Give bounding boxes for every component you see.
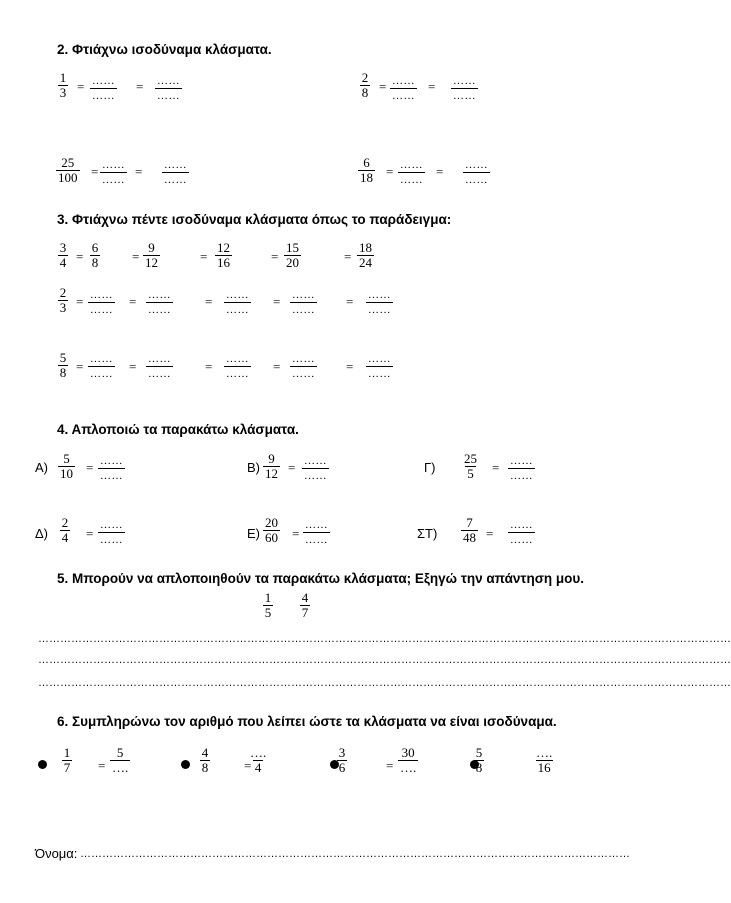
equals: = xyxy=(76,249,84,264)
blank-fraction[interactable]: …… …… xyxy=(292,353,315,380)
section-4-title: 4. Απλοποιώ τα παρακάτω κλάσματα. xyxy=(57,422,299,437)
equals: = xyxy=(436,164,444,179)
equals: = xyxy=(386,164,394,179)
fraction: $\frac{4}{7}$ xyxy=(301,590,309,620)
item-label: Γ) xyxy=(424,460,436,475)
bullet-icon xyxy=(38,760,47,769)
fraction: $\frac{25}{100}$ xyxy=(58,155,78,185)
equals: = xyxy=(273,359,281,374)
blank-fraction[interactable]: …… …… xyxy=(400,159,423,186)
fraction: $\frac{20}{60}$ xyxy=(265,515,278,545)
blank-fraction[interactable]: …… …… xyxy=(392,75,415,102)
blank-fraction[interactable]: 5 …. xyxy=(112,745,129,775)
fraction: $\frac{1}{3}$ xyxy=(59,70,67,100)
blank-fraction[interactable]: …. 4 xyxy=(250,745,267,775)
equals: = xyxy=(486,526,494,541)
equals: = xyxy=(428,79,436,94)
example-fraction: $\frac{12}{16}$ xyxy=(217,240,230,270)
fraction: $\frac{2}{8}$ xyxy=(361,70,369,100)
fraction: $\frac{5}{8}$ xyxy=(59,350,67,380)
equals: = xyxy=(98,758,106,773)
equals: = xyxy=(76,294,84,309)
equals: = xyxy=(136,79,144,94)
blank-fraction[interactable]: …… …… xyxy=(292,289,315,316)
example-fraction: $\frac{15}{20}$ xyxy=(286,240,299,270)
example-fraction: $\frac{6}{8}$ xyxy=(91,240,99,270)
blank-fraction[interactable]: …… …… xyxy=(157,75,180,102)
equals: = xyxy=(386,758,394,773)
equals: = xyxy=(129,359,137,374)
equals: = xyxy=(346,359,354,374)
equals: = xyxy=(344,249,352,264)
item-label: Β) xyxy=(247,460,260,475)
answer-line[interactable]: ……………………………………………………………………………………………………………………………………………………………………… xyxy=(38,654,731,666)
blank-fraction[interactable]: 30 …. xyxy=(400,745,417,775)
section-5-title: 5. Μπορούν να απλοποιηθούν τα παρακάτω κλάσματα; Εξηγώ την απάντηση μου. xyxy=(57,571,585,586)
fraction: $\frac{25}{5}$ xyxy=(464,451,477,481)
blank-fraction[interactable]: …… …… xyxy=(100,455,123,482)
example-fraction: $\frac{9}{12}$ xyxy=(145,240,158,270)
blank-fraction[interactable]: …… …… xyxy=(226,353,249,380)
answer-line[interactable]: ……………………………………………………………………………………………………………………………………………………………………… xyxy=(38,633,731,645)
item-label: Δ) xyxy=(35,526,49,541)
fraction: $\frac{7}{48}$ xyxy=(463,515,476,545)
equals: = xyxy=(346,294,354,309)
equals: = xyxy=(91,164,99,179)
name-label: Όνομα: xyxy=(35,846,78,861)
fraction: $\frac{9}{12}$ xyxy=(265,451,278,481)
fraction: $\frac{1}{5}$ xyxy=(264,590,272,620)
fraction: $\frac{5}{8}$ xyxy=(475,745,483,775)
name-field[interactable]: …………………………………………………………………………………………………………………………………… xyxy=(80,848,630,860)
equals: = xyxy=(205,294,213,309)
fraction: $\frac{6}{18}$ xyxy=(360,155,373,185)
blank-fraction[interactable]: …… …… xyxy=(92,75,115,102)
blank-fraction[interactable]: …… …… xyxy=(510,455,533,482)
equals: = xyxy=(292,526,300,541)
blank-fraction[interactable]: …… …… xyxy=(164,159,187,186)
fraction: $\frac{2}{3}$ xyxy=(59,285,67,315)
example-fraction: $\frac{18}{24}$ xyxy=(359,240,372,270)
blank-fraction[interactable]: …… …… xyxy=(148,353,171,380)
equals: = xyxy=(492,460,500,475)
section-2-title: 2. Φτιάχνω ισοδύναμα κλάσματα. xyxy=(57,42,272,57)
blank-fraction[interactable]: …… …… xyxy=(102,159,125,186)
section-6-title: 6. Συμπληρώνω τον αριθμό που λείπει ώστε τα κλάσματα να είναι ισοδύναμα. xyxy=(57,714,557,729)
equals: = xyxy=(244,758,252,773)
blank-fraction[interactable]: …… …… xyxy=(304,455,327,482)
item-label: Ε) xyxy=(247,526,260,541)
equals: = xyxy=(200,249,208,264)
equals: = xyxy=(273,294,281,309)
fraction: $\frac{1}{7}$ xyxy=(63,745,71,775)
fraction: $\frac{3}{6}$ xyxy=(338,745,346,775)
blank-fraction[interactable]: …… …… xyxy=(305,519,328,546)
equals: = xyxy=(129,294,137,309)
blank-fraction[interactable]: …… …… xyxy=(100,519,123,546)
blank-fraction[interactable]: …… …… xyxy=(368,353,391,380)
equals: = xyxy=(86,526,94,541)
item-label: Α) xyxy=(35,460,48,475)
equals: = xyxy=(379,79,387,94)
equals: = xyxy=(86,460,94,475)
section-3-title: 3. Φτιάχνω πέντε ισοδύναμα κλάσματα όπως το παράδειγμα: xyxy=(57,212,452,227)
fraction: $\frac{4}{8}$ xyxy=(201,745,209,775)
blank-fraction[interactable]: …… …… xyxy=(368,289,391,316)
example-fraction: $\frac{3}{4}$ xyxy=(59,240,67,270)
equals: = xyxy=(271,249,279,264)
equals: = xyxy=(132,249,140,264)
equals: = xyxy=(76,359,84,374)
blank-fraction[interactable]: …… …… xyxy=(90,353,113,380)
fraction: $\frac{5}{10}$ xyxy=(60,451,73,481)
fraction: $\frac{2}{4}$ xyxy=(61,515,69,545)
blank-fraction[interactable]: …… …… xyxy=(226,289,249,316)
equals: = xyxy=(135,164,143,179)
blank-fraction[interactable]: …… …… xyxy=(510,519,533,546)
blank-fraction[interactable]: …… …… xyxy=(465,159,488,186)
equals: = xyxy=(288,460,296,475)
blank-fraction[interactable]: …… …… xyxy=(90,289,113,316)
answer-line[interactable]: ……………………………………………………………………………………………………………………………………………………………………… xyxy=(38,677,731,689)
blank-fraction[interactable]: …… …… xyxy=(148,289,171,316)
equals: = xyxy=(205,359,213,374)
blank-fraction[interactable]: …. 16 xyxy=(536,745,553,775)
bullet-icon xyxy=(181,760,190,769)
equals: = xyxy=(77,79,85,94)
item-label: ΣΤ) xyxy=(417,526,438,541)
blank-fraction[interactable]: …… …… xyxy=(453,75,476,102)
